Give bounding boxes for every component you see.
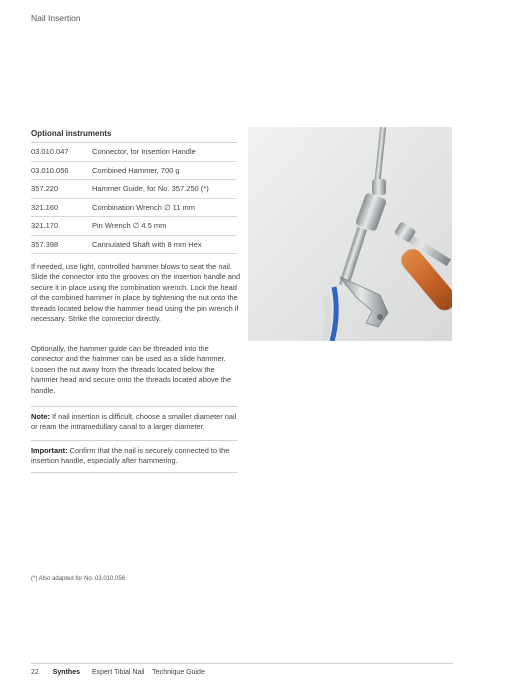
table-row xyxy=(31,236,237,255)
instrument-description: Connector, for Insertion Handle xyxy=(92,147,196,157)
note-block xyxy=(31,412,241,433)
instrument-description: Cannulated Shaft with 8 mm Hex xyxy=(92,239,202,249)
table-row xyxy=(31,199,237,218)
instruction-paragraph-1: If needed, use light, controlled hammer blows to seat the nail. Slide the connector into the grooves on the insertion handle and secure it in place using the combination wrench. Lock the head of the combined hammer in place by tightening the nut onto the threads located below the hammer head using the pin wrench if necessary. Strike the connector directly. xyxy=(31,262,241,324)
important-block xyxy=(31,446,241,467)
note-label: Note: xyxy=(31,412,50,421)
divider xyxy=(31,406,237,407)
table-row xyxy=(31,143,237,162)
table-row xyxy=(31,180,237,199)
divider xyxy=(31,440,237,441)
brand-name: Synthes xyxy=(52,669,80,676)
footer-divider xyxy=(31,663,453,664)
instrument-description: Combination Wrench ∅ 11 mm xyxy=(92,202,195,212)
instrument-code: 321.170 xyxy=(31,221,59,231)
running-header: Nail Insertion xyxy=(31,13,81,23)
instrument-code: 357.220 xyxy=(31,184,59,194)
instrument-code: 357.398 xyxy=(31,239,59,249)
divider xyxy=(31,472,237,473)
instrument-code: 321.160 xyxy=(31,202,59,212)
note-text: If nail insertion is difficult, choose a smaller diameter nail or ream the intramedullary canal to a larger diameter. xyxy=(31,412,237,432)
instrument-code: 03.010.056 xyxy=(31,165,69,175)
important-text: Confirm that the nail is securely connected to the insertion handle, especially after hammering. xyxy=(31,446,230,466)
optional-instruments-title: Optional instruments xyxy=(31,129,112,138)
important-label: Important: xyxy=(31,446,68,455)
instrument-photo xyxy=(248,127,452,341)
instrument-table xyxy=(31,142,237,254)
instrument-description: Hammer Guide, for No. 357.250 (*) xyxy=(92,184,209,194)
guide-section: Technique Guide xyxy=(152,669,205,676)
table-row xyxy=(31,217,237,236)
page-number: 22 xyxy=(31,669,39,676)
instrument-description: Pin Wrench ∅ 4.5 mm xyxy=(92,221,167,231)
guide-name: Expert Tibial Nail xyxy=(91,669,145,676)
instruction-paragraph-2: Optionally, the hammer guide can be threaded into the connector and the hammer can be used as a slide hammer. Loosen the nut away from the threads located below the hammer head and secure onto the threads located above the handle. xyxy=(31,344,232,395)
footnote: (*) Also adapted for No. 03.010.056 xyxy=(31,576,126,582)
instrument-code: 03.010.047 xyxy=(31,147,69,157)
table-row xyxy=(31,162,237,181)
page-footer xyxy=(31,669,205,676)
instrument-description: Combined Hammer, 700 g xyxy=(92,165,180,175)
